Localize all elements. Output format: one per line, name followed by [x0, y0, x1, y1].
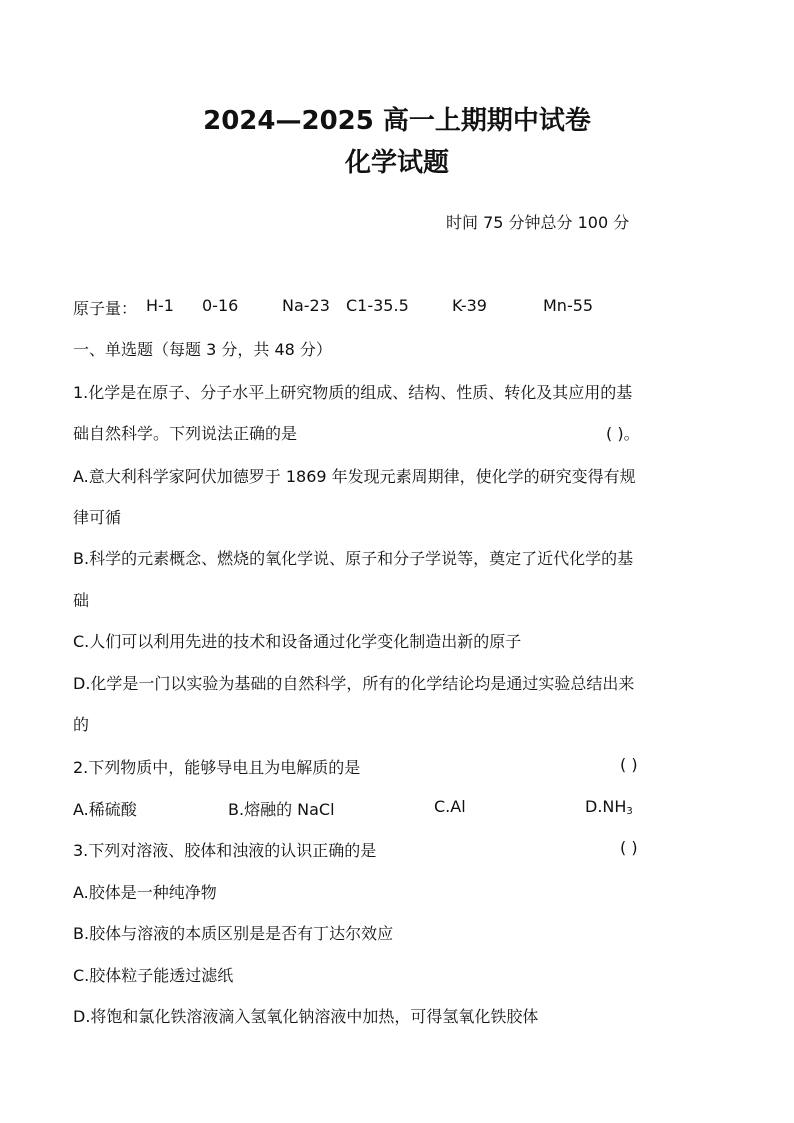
q1-option-a-line2: 律可循	[73, 508, 122, 527]
atomic-mass-h: H-1	[146, 296, 174, 315]
q3-option-a: A.胶体是一种纯净物	[73, 883, 217, 902]
q1-option-d-line1: D.化学是一门以实验为基础的自然科学，所有的化学结论均是通过实验总结出来	[73, 674, 635, 693]
q3-option-b: B.胶体与溶液的本质区别是是否有丁达尔效应	[73, 924, 394, 943]
q1-stem-line1: 1.化学是在原子、分子水平上研究物质的组成、结构、性质、转化及其应用的基	[73, 383, 633, 402]
q2-option-d-formula: D.NH	[585, 797, 627, 816]
q2-option-c: C.Al	[434, 797, 466, 816]
q1-option-b-line1: B.科学的元素概念、燃烧的氧化学说、原子和分子学说等，奠定了近代化学的基	[73, 549, 634, 568]
q3-option-c: C.胶体粒子能透过滤纸	[73, 966, 234, 985]
atomic-mass-mn: Mn-55	[543, 296, 594, 315]
q1-stem-line2: 础自然科学。下列说法正确的是	[73, 424, 298, 443]
q1-option-b-line2: 础	[73, 591, 90, 610]
q2-option-d	[585, 797, 633, 817]
atomic-mass-k: K-39	[452, 296, 487, 315]
q1-option-c: C.人们可以利用先进的技术和设备通过化学变化制造出新的原子	[73, 632, 522, 651]
q2-option-b: B.熔融的 NaCl	[228, 800, 335, 819]
page-title: 2024—2025 高一上期期中试卷	[203, 106, 591, 136]
q3-answer-paren: ( )	[620, 838, 638, 857]
section-heading: 一、单选题（每题 3 分，共 48 分）	[73, 340, 332, 359]
q3-stem: 3.下列对溶液、胶体和浊液的认识正确的是	[73, 841, 377, 860]
page-subtitle: 化学试题	[344, 148, 449, 178]
q1-option-d-line2: 的	[73, 715, 90, 734]
atomic-mass-o: 0-16	[202, 296, 239, 315]
q2-answer-paren: ( )	[620, 755, 638, 774]
q2-option-a: A.稀硫酸	[73, 800, 137, 819]
atomic-mass-label: 原子量：	[73, 299, 138, 318]
q1-option-a-line1: A.意大利科学家阿伏加德罗于 1869 年发现元素周期律，使化学的研究变得有规	[73, 467, 636, 486]
q2-option-d-subscript: 3	[626, 806, 633, 817]
atomic-mass-na: Na-23	[282, 296, 330, 315]
atomic-mass-cl: C1-35.5	[346, 296, 409, 315]
exam-time-info: 时间 75 分钟总分 100 分	[446, 213, 630, 232]
q1-answer-paren: ( )。	[606, 424, 640, 443]
q2-stem: 2.下列物质中，能够导电且为电解质的是	[73, 758, 361, 777]
q3-option-d: D.将饱和氯化铁溶液滴入氢氧化钠溶液中加热，可得氢氧化铁胶体	[73, 1007, 539, 1026]
